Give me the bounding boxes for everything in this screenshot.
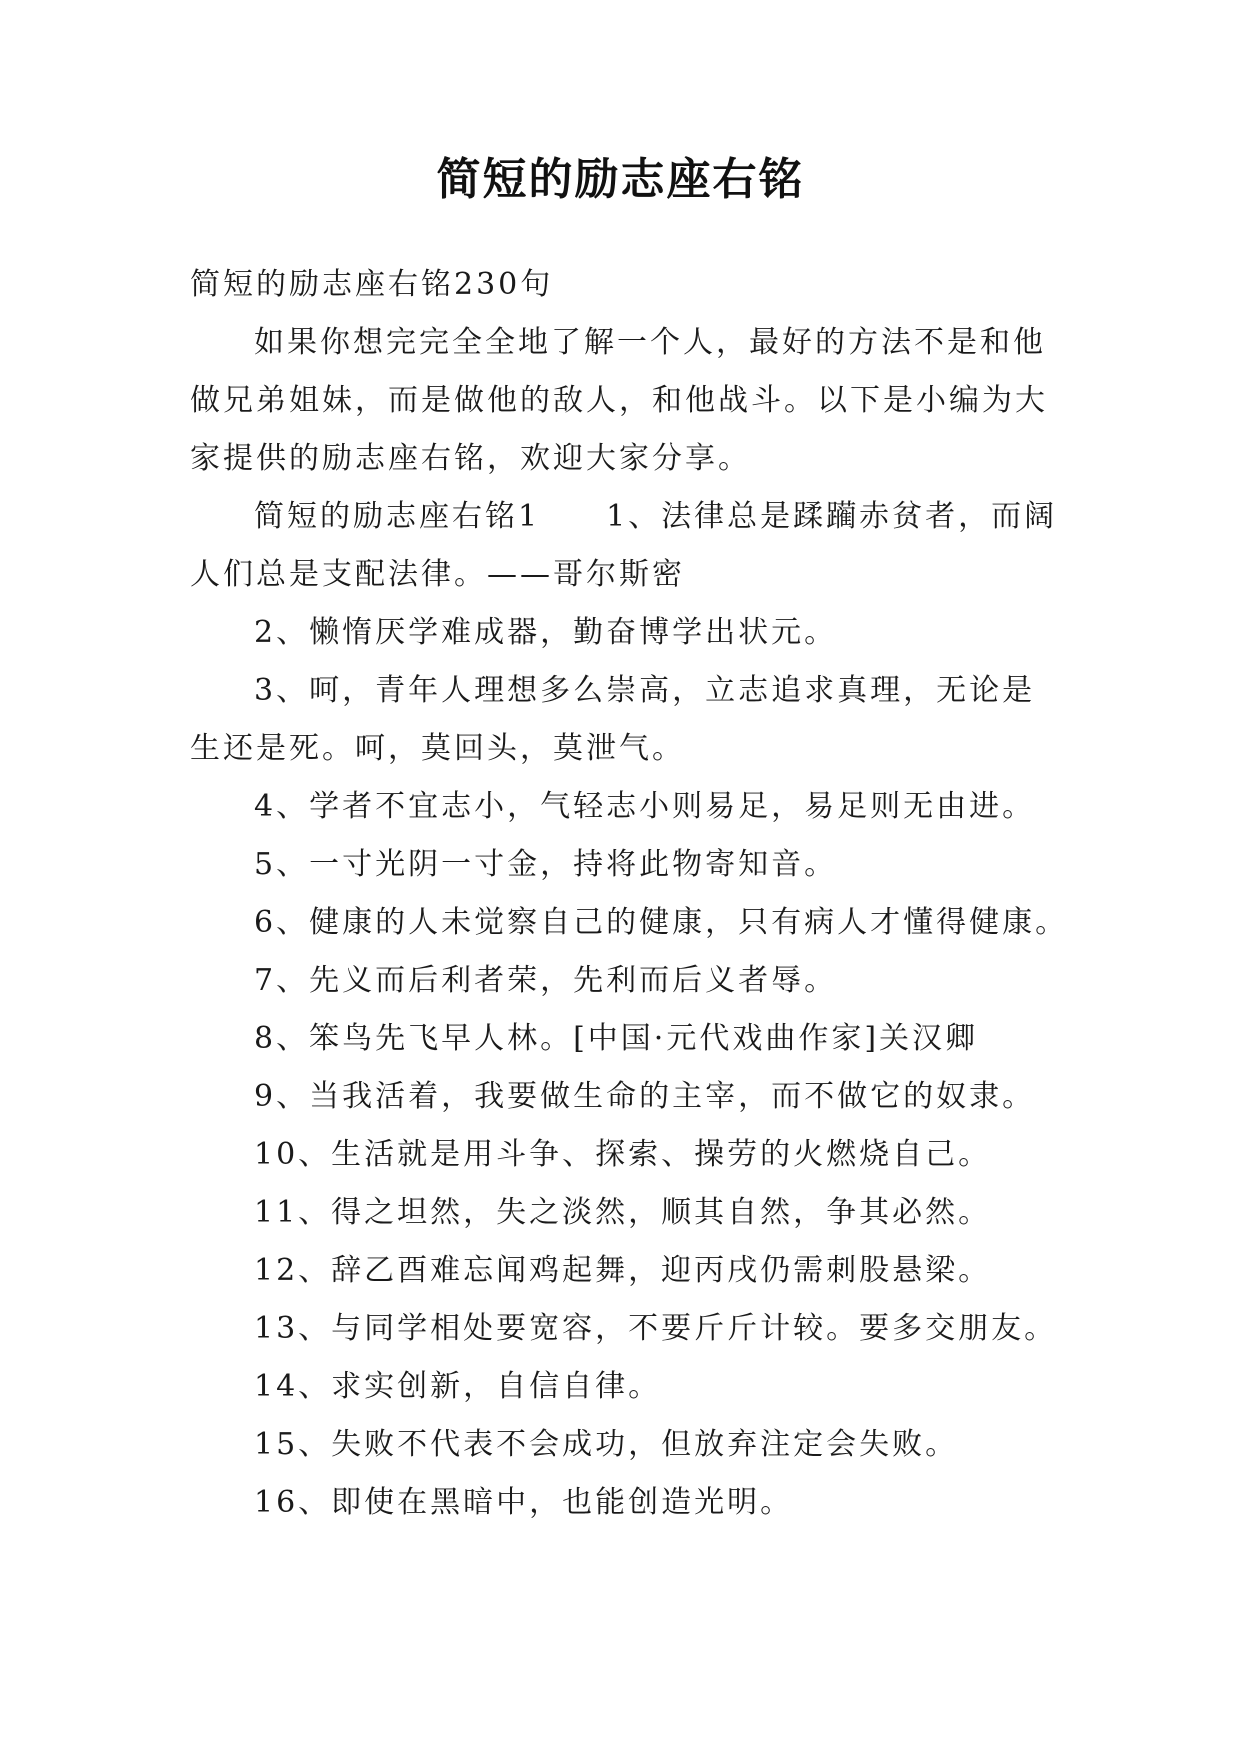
section-heading-line-2: 人们总是支配法律。——哥尔斯密 (190, 557, 685, 592)
list-item-2: 2、懒惰厌学难成器，勤奋博学出状元。 (254, 615, 838, 650)
list-item-15: 15、失败不代表不会成功，但放弃注定会失败。 (254, 1427, 959, 1462)
document-title: 简短的励志座右铭 (436, 154, 805, 205)
list-item-8: 8、笨鸟先飞早人林。[中国·元代戏曲作家]关汉卿 (254, 1021, 979, 1056)
document-body (190, 256, 1070, 1532)
section-heading-line-1: 简短的励志座右铭1 1、法律总是蹂躏赤贫者，而阔 (254, 499, 1058, 534)
list-item-11: 11、得之坦然，失之淡然，顺其自然，争其必然。 (254, 1195, 992, 1230)
intro-line-3: 家提供的励志座右铭，欢迎大家分享。 (190, 441, 751, 476)
list-item-12: 12、辞乙酉难忘闻鸡起舞，迎丙戌仍需刺股悬梁。 (254, 1253, 992, 1288)
list-item-3a: 3、呵，青年人理想多么崇高，立志追求真理，无论是 (254, 673, 1036, 708)
list-item-9: 9、当我活着，我要做生命的主宰，而不做它的奴隶。 (254, 1079, 1036, 1114)
intro-line-1: 如果你想完完全全地了解一个人，最好的方法不是和他 (254, 325, 1046, 360)
intro-line-2: 做兄弟姐妹，而是做他的敌人，和他战斗。以下是小编为大 (190, 383, 1048, 418)
list-item-14: 14、求实创新，自信自律。 (254, 1369, 662, 1404)
list-item-6: 6、健康的人未觉察自己的健康，只有病人才懂得健康。 (254, 905, 1069, 940)
list-item-4: 4、学者不宜志小，气轻志小则易足，易足则无由进。 (254, 789, 1036, 824)
list-item-5: 5、一寸光阴一寸金，持将此物寄知音。 (254, 847, 838, 882)
subtitle-line: 简短的励志座右铭230句 (190, 267, 554, 302)
list-item-16: 16、即使在黑暗中，也能创造光明。 (254, 1485, 794, 1520)
list-item-10: 10、生活就是用斗争、探索、操劳的火燃烧自己。 (254, 1137, 992, 1172)
list-item-3b: 生还是死。呵，莫回头，莫泄气。 (190, 731, 685, 766)
list-item-7: 7、先义而后利者荣，先利而后义者辱。 (254, 963, 838, 998)
list-item-13: 13、与同学相处要宽容，不要斤斤计较。要多交朋友。 (254, 1311, 1058, 1346)
